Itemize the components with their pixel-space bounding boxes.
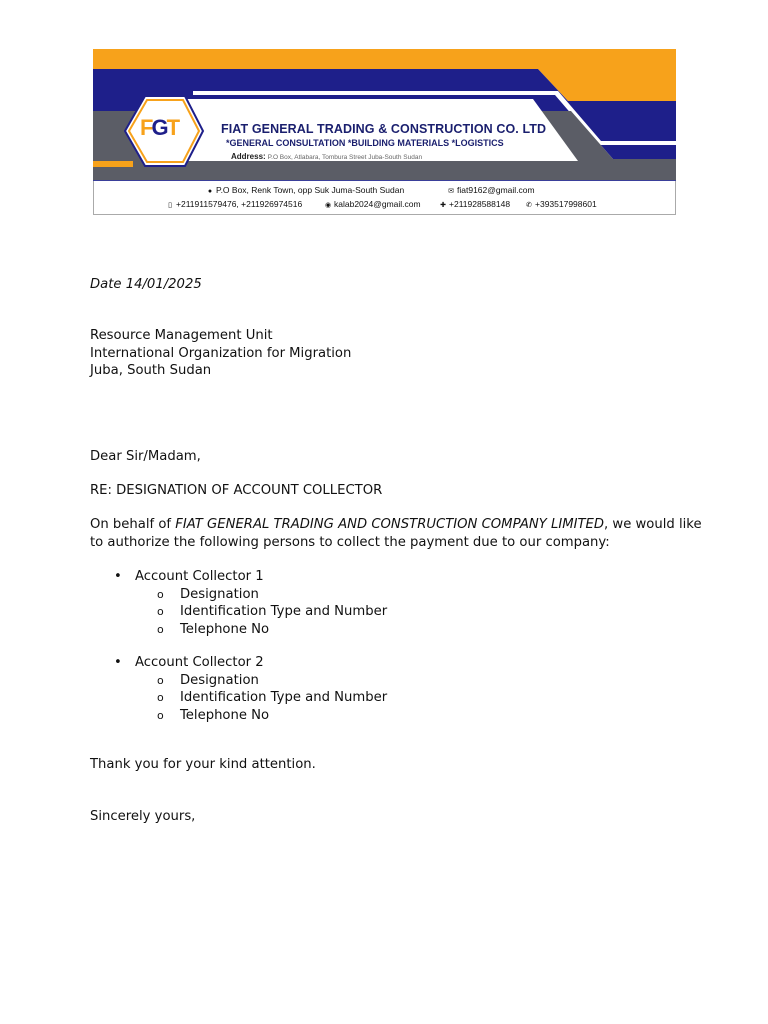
list-item: o Telephone No (157, 621, 270, 637)
location-pin-icon: ● (207, 188, 213, 195)
recipient-line-2: International Organization for Migration (90, 346, 352, 361)
list-item: o Designation (157, 586, 259, 602)
contact-phones: ▯ +211911579476, +211926974516 (166, 199, 302, 209)
contact-box (93, 181, 676, 215)
list-item: o Telephone No (157, 707, 270, 723)
list-item: o Identification Type and Number (157, 690, 388, 705)
collector-list-2 (90, 654, 590, 724)
envelope-icon: ✉ (448, 188, 454, 195)
company-name: FIAT GENERAL TRADING & CONSTRUCTION CO. LTD (221, 122, 547, 136)
thanks-line: Thank you for your kind attention. (90, 757, 316, 772)
list-item: • Account Collector 1 (114, 569, 264, 584)
contact-phone-3: ✆ +393517998601 (526, 199, 597, 209)
list-item: • Account Collector 2 (114, 655, 264, 670)
intro-paragraph-line-1: On behalf of FIAT GENERAL TRADING AND CONSTRUCTION COMPANY LIMITED, we would like (90, 517, 702, 532)
recipient-line-1: Resource Management Unit (90, 328, 273, 343)
mobile-phone-icon: ▯ (168, 202, 172, 209)
contact-email-2: ◉ kalab2024@gmail.com (324, 199, 421, 209)
address-value: P.O Box, Atlabara, Tombura Street Juba-South Sudan (267, 154, 423, 161)
company-services: *GENERAL CONSULTATION *BUILDING MATERIALS *LOGISTICS (226, 138, 504, 148)
salutation: Dear Sir/Madam, (90, 449, 201, 464)
collector-list-1 (90, 568, 590, 638)
recipient-line-3: Juba, South Sudan (90, 363, 212, 378)
list-item: o Designation (157, 672, 259, 688)
contact-location: ● P.O Box, Renk Town, opp Suk Juma-South Sudan (207, 185, 405, 195)
whatsapp-icon: ✚ (440, 202, 446, 209)
closing-line: Sincerely yours, (90, 809, 196, 824)
letter-date: Date 14/01/2025 (90, 277, 202, 292)
subject-line: RE: DESIGNATION OF ACCOUNT COLLECTOR (90, 483, 383, 498)
intro-paragraph-line-2: to authorize the following persons to collect the payment due to our company: (90, 535, 610, 550)
contact-email-1: ✉ fiat9162@gmail.com (448, 185, 535, 195)
letterhead (93, 49, 676, 215)
list-item: o Identification Type and Number (157, 604, 388, 619)
address-label: Address: (231, 152, 266, 161)
phone-icon: ✆ (526, 202, 532, 209)
company-address (231, 152, 422, 161)
web-icon: ◉ (324, 202, 332, 209)
company-full-name: FIAT GENERAL TRADING AND CONSTRUCTION COMPANY LIMITED (175, 517, 605, 532)
company-logo: FGT (140, 115, 179, 140)
contact-phone-2: ✚ +211928588148 (440, 199, 511, 209)
